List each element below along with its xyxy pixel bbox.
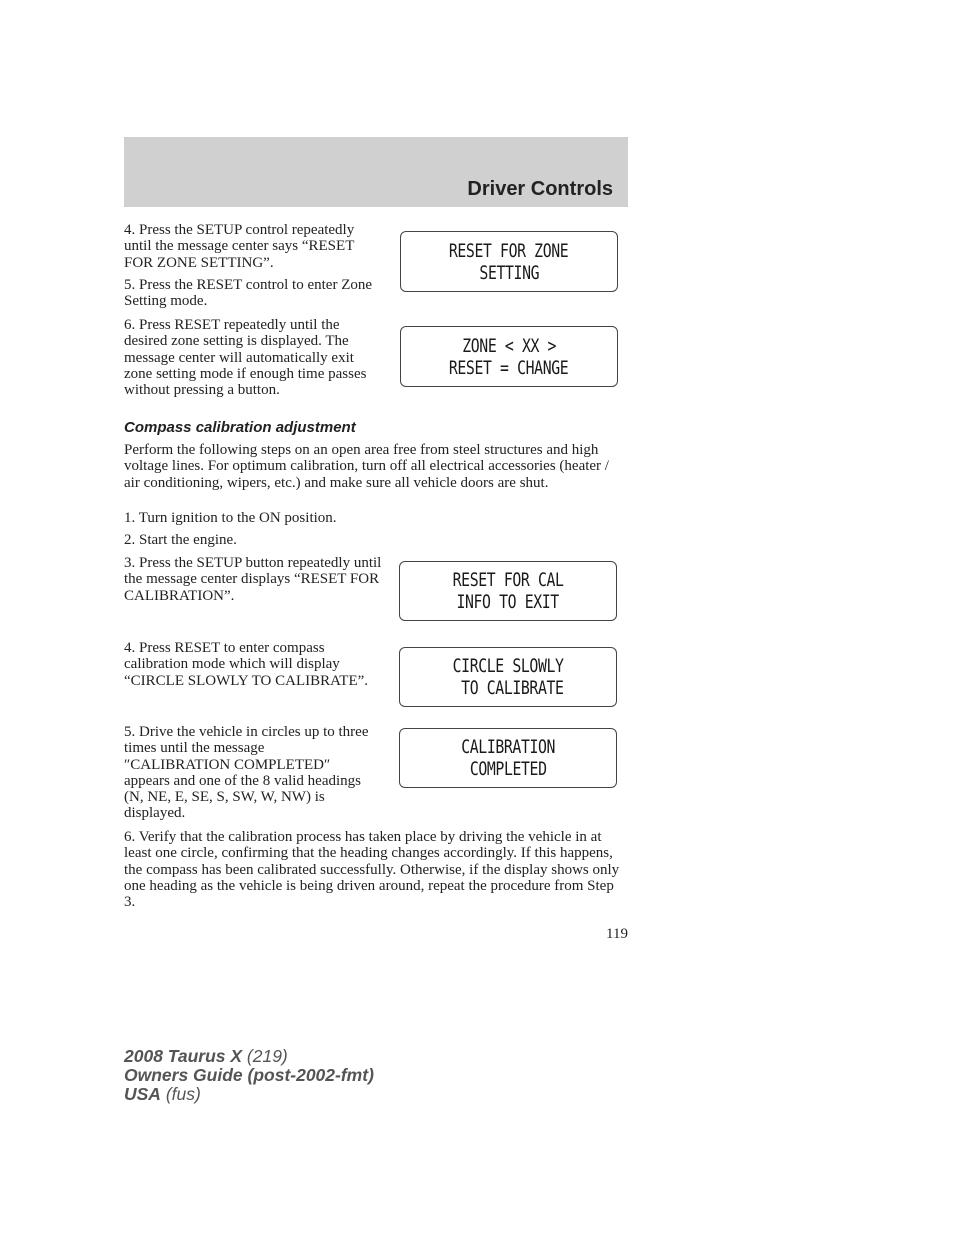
display-line-2: RESET = CHANGE bbox=[449, 356, 569, 379]
section-header-band bbox=[124, 137, 628, 207]
footer-market-code: (fus) bbox=[165, 1084, 201, 1104]
compass-step-5: 5. Drive the vehicle in circles up to three times until the message ″CALIBRATION COMPLETED″ appears and one of the 8 valid headings (N, NE, E, SE, S, SW, W, NW) is displayed. bbox=[124, 724, 369, 822]
display-line-1: CALIBRATION bbox=[461, 736, 555, 758]
document-footer bbox=[124, 1047, 374, 1104]
footer-line-2 bbox=[124, 1066, 374, 1085]
display-line-2: TO CALIBRATE bbox=[452, 677, 564, 699]
display-line-1: ZONE < XX > bbox=[462, 334, 556, 357]
footer-line-3 bbox=[124, 1085, 374, 1104]
compass-intro: Perform the following steps on an open area free from steel structures and high voltage lines. For optimum calibration, turn off all electrical accessories (heater / air conditioning, wipers, etc.) and make sure all vehicle doors are shut. bbox=[124, 442, 609, 491]
footer-market: USA bbox=[124, 1084, 161, 1104]
footer-guide: Owners Guide (post-2002-fmt) bbox=[124, 1065, 374, 1085]
footer-model: 2008 Taurus X bbox=[124, 1046, 243, 1066]
step-zone-4: 4. Press the SETUP control repeatedly until the message center says “RESET FOR ZONE SETTING”. bbox=[124, 222, 355, 271]
section-title: Driver Controls bbox=[467, 178, 613, 200]
message-display-reset-zone bbox=[400, 231, 618, 292]
display-line-1: CIRCLE SLOWLY bbox=[452, 655, 564, 677]
compass-step-6: 6. Verify that the calibration process has taken place by driving the vehicle in at least one circle, confirming that the heading changes accordingly. If this happens, the compass has been calibrated successfully. Otherwise, if the display shows only one heading as the vehicle is being driven around, repeat the procedure from Step 3. bbox=[124, 829, 620, 911]
step-zone-6: 6. Press RESET repeatedly until the desired zone setting is displayed. The message center will automatically exit zone setting mode if enough time passes without pressing a button. bbox=[124, 317, 367, 399]
compass-step-4: 4. Press RESET to enter compass calibration mode which will display “CIRCLE SLOWLY TO CALIBRATE”. bbox=[124, 640, 369, 689]
page-number: 119 bbox=[606, 926, 628, 942]
message-display-zone-change bbox=[400, 326, 618, 387]
message-display-circle-slowly bbox=[399, 647, 617, 707]
compass-step-3: 3. Press the SETUP button repeatedly until the message center displays “RESET FOR CALIBRATION”. bbox=[124, 555, 382, 604]
compass-step-1: 1. Turn ignition to the ON position. bbox=[124, 510, 337, 526]
step-zone-5: 5. Press the RESET control to enter Zone Setting mode. bbox=[124, 277, 373, 310]
compass-calibration-heading: Compass calibration adjustment bbox=[124, 419, 356, 436]
footer-model-code: (219) bbox=[246, 1046, 288, 1066]
footer-line-1 bbox=[124, 1047, 374, 1066]
display-line-1: RESET FOR CAL bbox=[452, 569, 564, 591]
display-line-2: SETTING bbox=[479, 261, 539, 284]
message-display-reset-cal bbox=[399, 561, 617, 621]
display-line-1: RESET FOR ZONE bbox=[449, 239, 569, 262]
display-line-2: INFO TO EXIT bbox=[456, 591, 560, 613]
message-display-calibration-completed bbox=[399, 728, 617, 788]
display-line-2: COMPLETED bbox=[469, 758, 547, 780]
compass-step-2: 2. Start the engine. bbox=[124, 532, 237, 548]
